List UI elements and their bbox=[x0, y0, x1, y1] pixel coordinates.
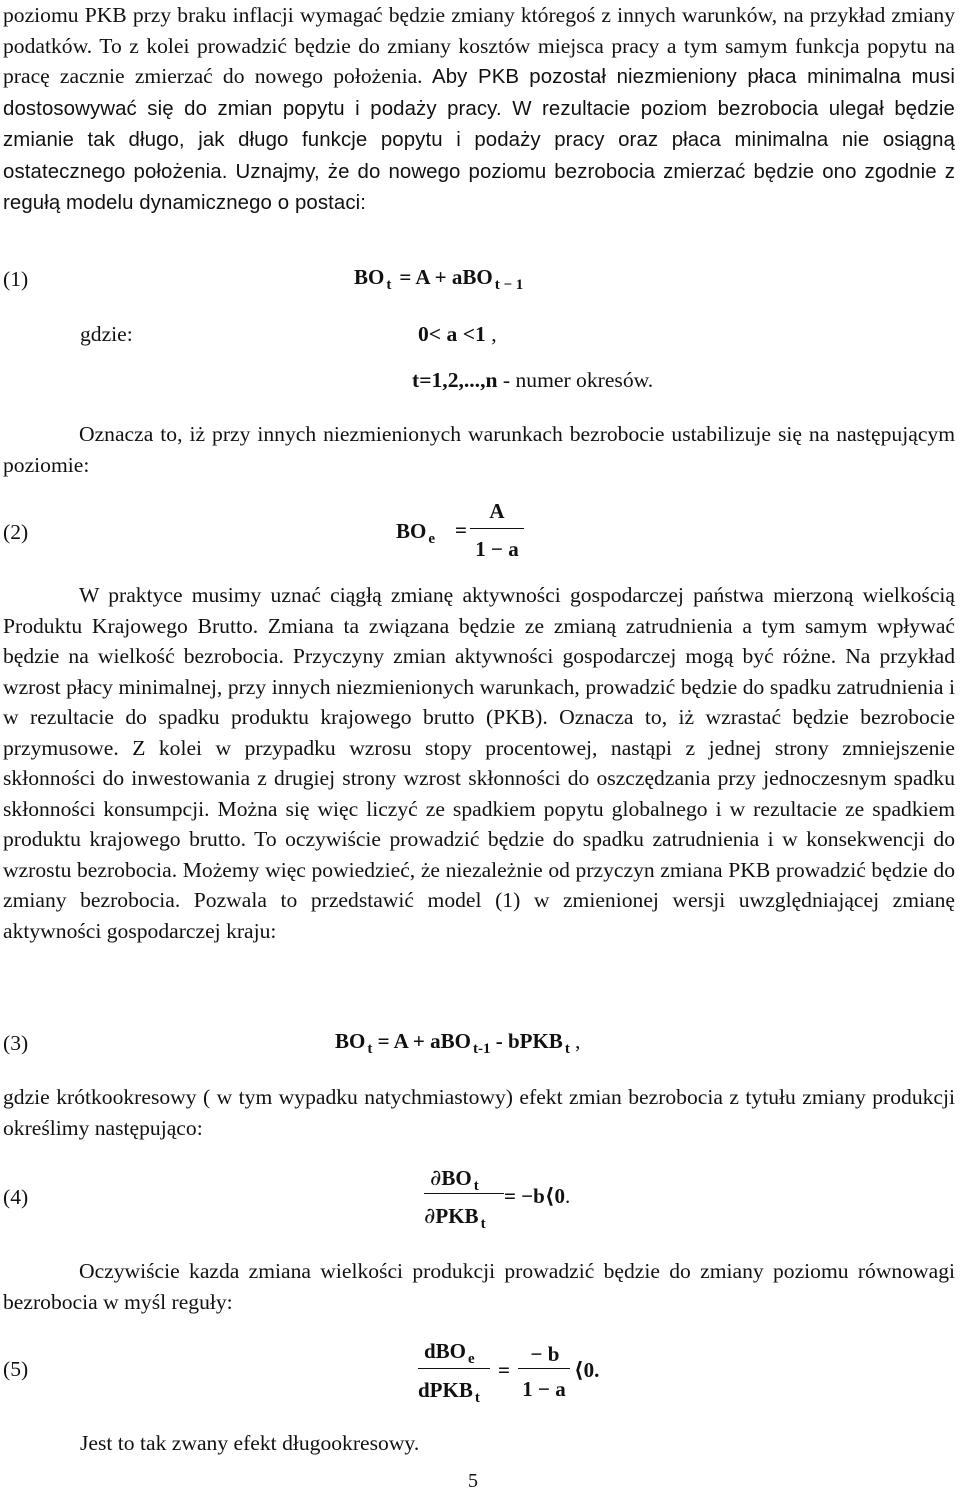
equation-1-rhs-sub: t − 1 bbox=[494, 277, 524, 293]
equation-4-denominator-text: PKB bbox=[435, 1204, 479, 1228]
equation-1-lhs-sub: t bbox=[386, 277, 392, 293]
paragraph-1 bbox=[3, 0, 955, 219]
where-label: gdzie: bbox=[80, 322, 133, 346]
paragraph-4: gdzie krótkookresowy ( w tym wypadku natychmiastowy) efekt zmian bezrobocia z tytułu zmiany produkcji określimy następująco: bbox=[3, 1085, 955, 1140]
equation-5-rhs: ⟨0. bbox=[574, 1358, 600, 1382]
paragraph-1-line-2: przykład zmiany podatków. To z kolei prowadzić będzie do zmiany kosztów miejsca pracy bbox=[3, 3, 955, 58]
equation-3-mid: = A + aBO bbox=[372, 1029, 471, 1053]
condition-t-tail: - numer okresów. bbox=[497, 368, 654, 392]
partial-symbol-denominator: ∂ bbox=[424, 1204, 436, 1229]
page-number: 5 bbox=[468, 1470, 478, 1492]
equation-1 bbox=[354, 264, 523, 298]
equation-2-denominator: 1 − a bbox=[475, 537, 519, 561]
equation-3-lhs-sub: t bbox=[367, 1041, 373, 1057]
paragraph-3: W praktyce musimy uznać ciągłą zmianę aktywności gospodarczej państwa mierzoną wielkością Produktu Krajowego Brutto. Zmiana ta związana będzie ze zmianą zatrudnienia a tym samym wpływać będzie na wielkość bezrobocia. Przyczyny zmian aktywności gospodarczej mogą być różne. Na przykład wzrost płacy minimalnej, przy innych niezmienionych warunkach, prowadzić będzie do spadku zatrudnienia i w rezultacie do spadku produktu krajowego brutto (PKB). Oznacza to, iż wzrastać będzie bezrobocie przymusowe. Z kolei w przypadku wzrosu stopy procentowej, nastąpi z jednej strony zmniejszenie skłonności do inwestowania z drugiej strony wzrost skłonności do oszczędzania przy jednoczesnym spadku skłonności konsumpcji. Można się więc liczyć ze spadkiem popytu globalnego i w rezultacie ze spadkiem produktu krajowego brutto. To oczywiście prowadzić będzie do spadku zatrudnienia i w konsekwencji do wzrostu bezrobocia. Możemy więc powiedzieć, że niezależnie od przyczyn zmiana PKB prowadzić będzie do zmiany bezrobocia. Pozwala to przedstawić model (1) w zmienionej wersji uwzględniającej zmianę aktywności gospodarczej kraju: bbox=[3, 583, 955, 943]
equation-5-denominator-text: dPKB bbox=[418, 1378, 473, 1402]
condition-a-expr: 0< a <1 bbox=[418, 322, 486, 346]
equation-2-lhs-text: BO bbox=[396, 519, 427, 543]
equation-3-number: (3) bbox=[3, 1031, 29, 1055]
equation-3-end: , bbox=[569, 1029, 581, 1053]
equation-4-number: (4) bbox=[3, 1185, 29, 1209]
paragraph-1-line-1: poziomu PKB przy braku inflacji wymagać będzie zmiany któregoś z innych warunków, na bbox=[3, 3, 804, 27]
paragraph-1-line-3-sans: Aby PKB bbox=[422, 66, 520, 88]
equation-2-numerator: A bbox=[489, 499, 505, 523]
equation-1-lhs: BO bbox=[354, 265, 385, 289]
equation-5-numerator bbox=[424, 1338, 475, 1372]
equation-1-rhs: = A + aBO bbox=[399, 265, 493, 289]
paragraph-1-rest: W rezultacie poziom bezrobocia ulegał będzie zmianie tak długo, jak długo funkcje popytu i podaży pracy oraz płaca minimalna nie osiągną ostatecznego położenia. Uznajmy, że do nowego poziomu bezrobocia zmierzać będzie ono zgodnie z regułą modelu dynamicznego o postaci: bbox=[3, 97, 955, 214]
equation-2-lhs bbox=[396, 518, 435, 552]
equation-2-fraction-bar bbox=[470, 528, 524, 529]
equation-2-number: (2) bbox=[3, 520, 29, 544]
equation-5-fraction-bar-2 bbox=[518, 1368, 570, 1369]
equation-5-numerator-2: − b bbox=[530, 1342, 560, 1366]
equation-4-denominator-sub: t bbox=[480, 1216, 486, 1232]
equation-5-denominator bbox=[418, 1377, 480, 1411]
equation-5-denominator-2: 1 − a bbox=[522, 1377, 566, 1401]
equation-4-numerator-sub: t bbox=[473, 1178, 479, 1194]
equation-1-number: (1) bbox=[3, 267, 29, 291]
equation-3 bbox=[335, 1028, 580, 1062]
equation-5-equals: = bbox=[498, 1358, 510, 1382]
paragraph-2: Oznacza to, iż przy innych niezmienionych warunkach bezrobocie ustabilizuje się na następującym poziomie: bbox=[3, 422, 955, 477]
equation-4-numerator-text: BO bbox=[441, 1166, 472, 1190]
condition-a bbox=[418, 321, 497, 347]
equation-3-lhs: BO bbox=[335, 1029, 366, 1053]
equation-5-numerator-sub: e bbox=[468, 1351, 475, 1367]
condition-a-tail: , bbox=[485, 322, 497, 346]
condition-t-expr: t=1,2,...,n bbox=[412, 368, 498, 392]
condition-t bbox=[412, 367, 653, 393]
paragraph-5: Oczywiście kazda zmiana wielkości produkcji prowadzić będzie do zmiany poziomu równowagi bezrobocia w myśl reguły: bbox=[3, 1259, 955, 1314]
equation-4-denominator bbox=[424, 1203, 486, 1237]
equation-4-end: . bbox=[564, 1184, 571, 1208]
equation-4-rhs-text: = −b⟨0 bbox=[504, 1184, 565, 1208]
equation-3-mid-sub: t-1 bbox=[472, 1041, 491, 1057]
equation-4-rhs bbox=[504, 1183, 570, 1209]
equation-2-equals: = bbox=[455, 518, 467, 542]
equation-3-tail-sub: t bbox=[564, 1041, 570, 1057]
equation-5-numerator-text: dBO bbox=[424, 1339, 467, 1363]
equation-2-lhs-sub: e bbox=[428, 531, 436, 547]
paragraph-1-sans-segment: pozostał niezmieniony płaca minimalna musi dostosowywać się do zmian popytu i podaży pracy. bbox=[3, 66, 955, 120]
equation-4-fraction-bar bbox=[424, 1193, 504, 1194]
equation-5-denominator-sub: t bbox=[474, 1390, 480, 1406]
equation-5-number: (5) bbox=[3, 1357, 29, 1381]
partial-symbol-numerator: ∂ bbox=[430, 1166, 442, 1191]
equation-3-tail: - bPKB bbox=[490, 1029, 563, 1053]
paragraph-6: Jest to tak zwany efekt długookresowy. bbox=[80, 1431, 420, 1455]
paragraph-1-line-3: a tym samym funkcja popytu na pracę zacznie zmierzać do nowego położenia. bbox=[3, 33, 955, 88]
equation-5-fraction-bar-1 bbox=[418, 1368, 490, 1369]
